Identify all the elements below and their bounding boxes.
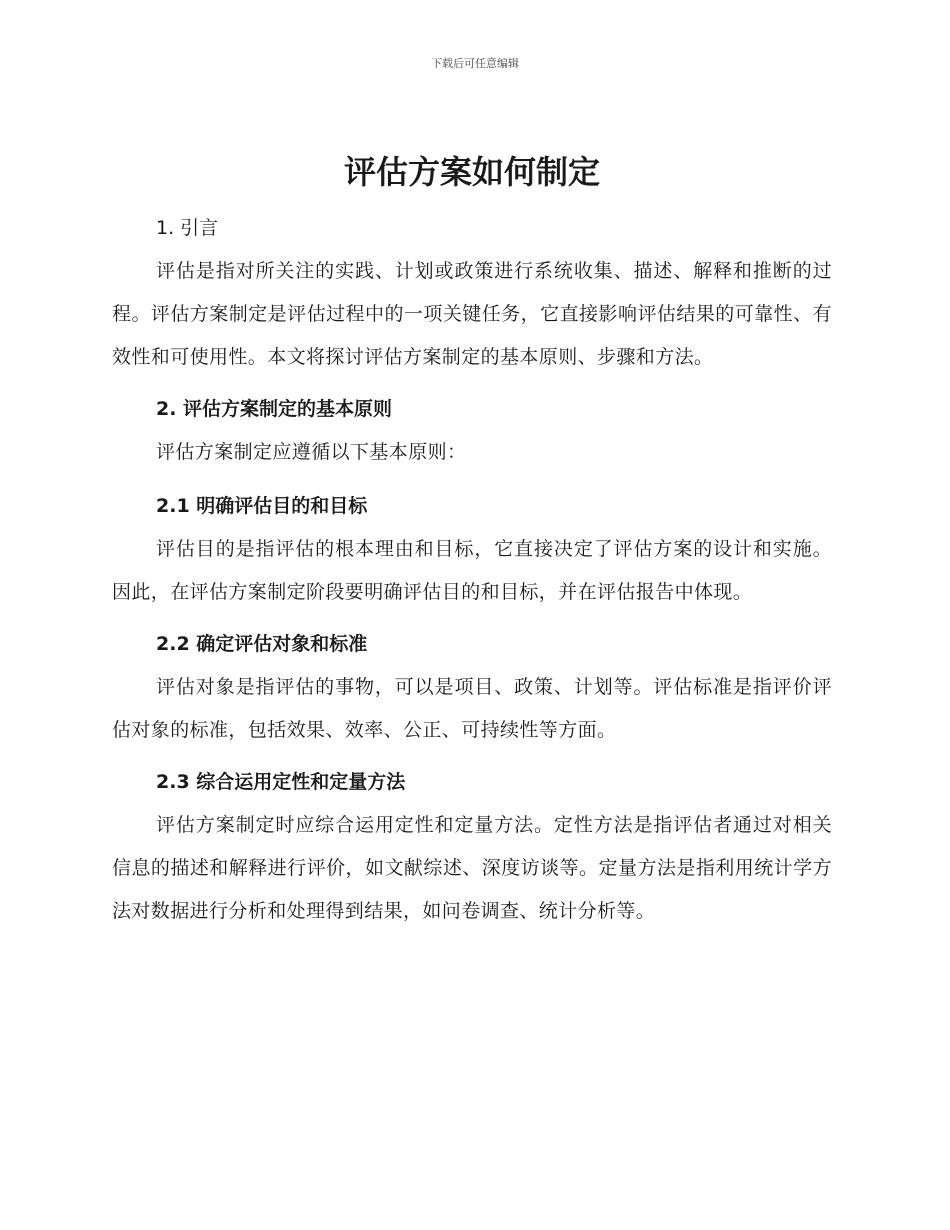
header-note: 下载后可任意编辑 [431, 57, 519, 70]
document-title: 评估方案如何制定 [343, 153, 600, 191]
paragraph-principles-intro: 评估方案制定应遵循以下基本原则： [156, 441, 467, 463]
paragraph-intro: 评估是指对所关注的实践、计划或政策进行系统收集、描述、解释和推断的过程。评估方案制定是评估过程中的一项关键任务，它直接影响评估结果的可靠性、有效性和可使用性。本文将探讨评估方案制定的基本原则、步骤和方法。 [112, 260, 832, 368]
subsection-heading-2-3: 2.3 综合运用定性和定量方法 [156, 771, 406, 793]
document-content [112, 148, 832, 941]
paragraph-2-1: 评估目的是指评估的根本理由和目标，它直接决定了评估方案的设计和实施。因此，在评估方案制定阶段要明确评估目的和目标，并在评估报告中体现。 [112, 538, 832, 603]
section-heading-principles: 2. 评估方案制定的基本原则 [156, 398, 393, 420]
paragraph-2-3: 评估方案制定时应综合运用定性和定量方法。定性方法是指评估者通过对相关信息的描述和解释进行评价，如文献综述、深度访谈等。定量方法是指利用统计学方法对数据进行分析和处理得到结果，如问卷调查、统计分析等。 [112, 814, 832, 922]
subsection-heading-2-1: 2.1 明确评估目的和目标 [156, 495, 368, 517]
paragraph-2-2: 评估对象是指评估的事物，可以是项目、政策、计划等。评估标准是指评价评估对象的标准，包括效果、效率、公正、可持续性等方面。 [112, 676, 832, 741]
subsection-heading-2-2: 2.2 确定评估对象和标准 [156, 633, 368, 655]
section-heading-intro: 1. 引言 [156, 217, 219, 239]
